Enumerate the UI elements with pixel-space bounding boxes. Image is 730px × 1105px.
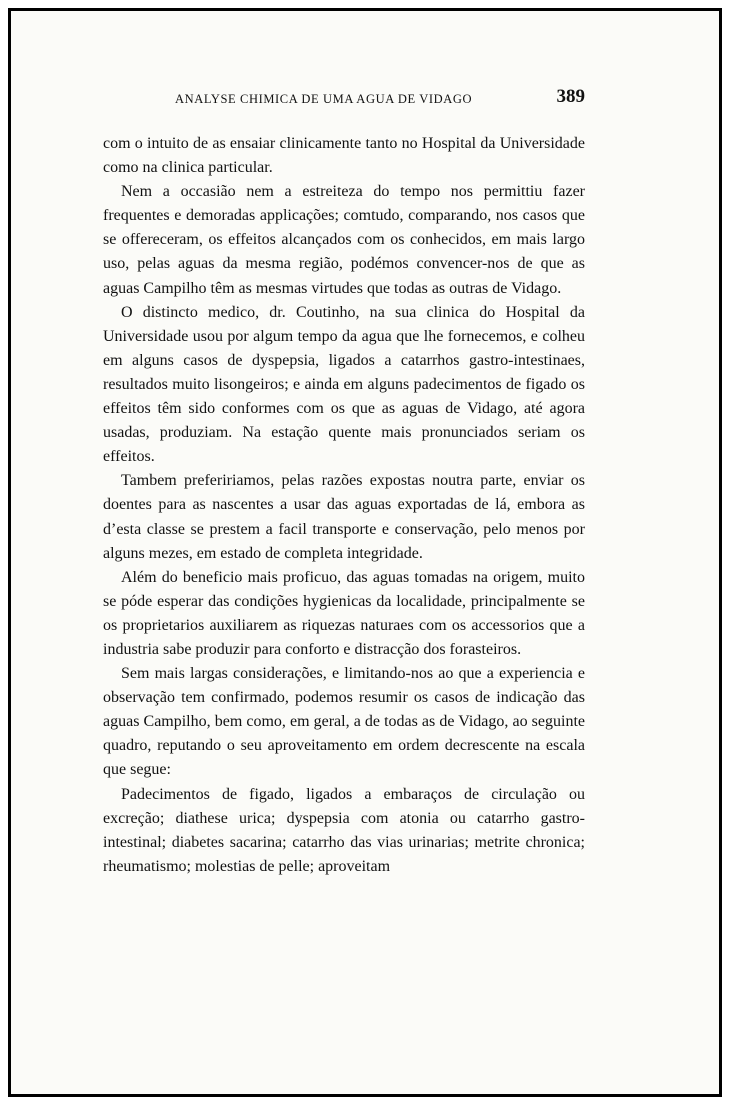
paragraph-5: Além do beneficio mais proficuo, das aguas tomadas na origem, muito se póde esperar das condições hygienicas da localidade, principalmente se os proprietarios auxiliarem as riquezas naturaes com os accessorios que a industria sabe produzir para conforto e distracção dos forasteiros. xyxy=(103,568,585,658)
paragraph-4: Tambem prefeririamos, pelas razões expostas noutra parte, enviar os doentes para as nascentes a usar das aguas exportadas de lá, embora as d’esta classe se prestem a facil transporte e conservação, pelo menos por alguns mezes, em estado de completa integridade. xyxy=(103,472,585,562)
paragraph-3: O distincto medico, dr. Coutinho, na sua clinica do Hospital da Universidade usou por algum tempo da agua que lhe fornecemos, e colheu em alguns casos de dyspepsia, ligados a catarrhos gastro-intestinaes, resultados muito lisongeiros; e ainda em alguns padecimentos de figado os effeitos têm sido conformes com os que as aguas de Vidago, até agora usadas, produziam. Na estação quente mais pronunciados seriam os effeitos. xyxy=(103,303,585,466)
page-number: 389 xyxy=(556,86,585,107)
running-title: ANALYSE CHIMICA DE UMA AGUA DE VIDAGO xyxy=(175,92,473,106)
paragraph-7: Padecimentos de figado, ligados a embaraços de circulação ou excreção; diathese urica; dyspepsia com atonia ou catarrho gastro-intestinal; diabetes sacarina; catarrho das vias urinarias; metrite chronica; rheumatismo; molestias de pelle; aproveitam xyxy=(103,785,585,875)
paragraph-6: Sem mais largas considerações, e limitando-nos ao que a experiencia e observação tem confirmado, podemos resumir os casos de indicação das aguas Campilho, bem como, em geral, a de todas as de Vidago, ao seguinte quadro, reputando o seu aproveitamento em ordem decrescente na escala que segue: xyxy=(103,665,585,779)
book-page xyxy=(103,86,585,879)
body-text xyxy=(103,132,585,879)
running-head xyxy=(103,86,585,112)
paragraph-1: com o intuito de as ensaiar clinicamente tanto no Hospital da Universidade como na clinica particular. xyxy=(103,135,585,177)
paragraph-2: Nem a occasião nem a estreiteza do tempo nos permittiu fazer frequentes e demoradas applicações; comtudo, comparando, nos casos que se offereceram, os effeitos alcançados com os conhecidos, em mais largo uso, pelas aguas da mesma região, podémos convencer-nos de que as aguas Campilho têm as mesmas virtudes que todas as outras de Vidago. xyxy=(103,183,585,297)
